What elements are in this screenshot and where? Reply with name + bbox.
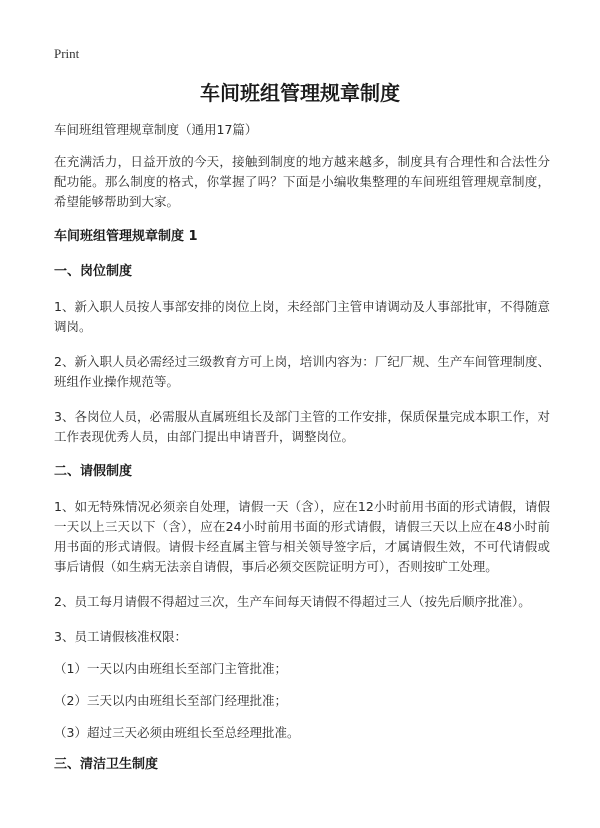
heading-post-system: 一、岗位制度 <box>54 264 133 279</box>
paragraph: 3、各岗位人员，必需服从直属班组长及部门主管的工作安排，保质保量完成本职工作，对工作表现优秀人员，由部门提出申请晋升，调整岗位。 <box>54 409 550 444</box>
intro-paragraph: 在充满活力，日益开放的今天，接触到制度的地方越来越多，制度具有合理性和合法性分配功能。那么制度的格式，你掌握了吗？下面是小编收集整理的车间班组管理规章制度，希望能够帮助到大家。 <box>54 154 550 209</box>
paragraph: 2、员工每月请假不得超过三次，生产车间每天请假不得超过三人（按先后顺序批准）。 <box>54 594 531 609</box>
paragraph: 3、员工请假核准权限： <box>54 629 187 644</box>
paragraph: 1、如无特殊情况必须亲自处理，请假一天（含），应在12小时前用书面的形式请假，请假一天以上三天以下（含），应在24小时前用书面的形式请假，请假三天以上应在48小时前用书面的形式请假。请假卡经直属主管与相关领导签字后，才属请假生效，不可代请假或事后请假（如生病无法亲自请假，事后必须交医院证明方可），否则按旷工处理。 <box>54 499 550 574</box>
document-subtitle: 车间班组管理规章制度（通用17篇） <box>54 122 258 137</box>
heading-leave-system: 二、请假制度 <box>54 464 133 479</box>
list-item: （1）一天以内由班组长至部门主管批准； <box>54 661 287 676</box>
document-body <box>54 120 550 790</box>
list-item: （3）超过三天必须由班组长至总经理批准。 <box>54 725 300 740</box>
print-label: Print <box>54 46 80 61</box>
list-item: （2）三天以内由班组长至部门经理批准； <box>54 693 287 708</box>
paragraph: 2、新入职人员必需经过三级教育方可上岗，培训内容为：厂纪厂规、生产车间管理制度、班组作业操作规范等。 <box>54 354 550 389</box>
section-title: 车间班组管理规章制度 1 <box>54 229 198 244</box>
document-title: 车间班组管理规章制度 <box>200 81 400 105</box>
paragraph: 1、新入职人员按人事部安排的岗位上岗，未经部门主管申请调动及人事部批审，不得随意调岗。 <box>54 299 550 334</box>
heading-hygiene-system: 三、清洁卫生制度 <box>54 757 159 772</box>
